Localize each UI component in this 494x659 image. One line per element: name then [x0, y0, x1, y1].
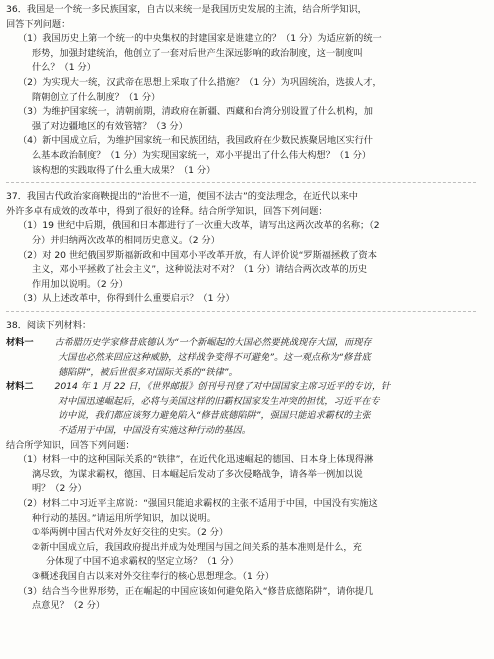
q36-subquestion: （3）为维护国家统一，清朝前期，清政府在新疆、西藏和台湾分别设置了什么机构，加	[18, 106, 373, 118]
q38-intro: 38．阅读下列材料：	[6, 319, 92, 331]
q38-subquestion: 点意见？（2 分）	[32, 600, 106, 612]
material-1	[6, 336, 484, 351]
q38-stem: 结合所学知识，回答下列问题：	[6, 439, 135, 451]
q36-subquestion: 么基本政治制度？（1 分）为实现国家统一，邓小平提出了什么伟大构想？（1 分）	[32, 149, 372, 161]
q36-subquestion: （1）我国历史上第一个统一的中央集权的封建国家是谁建立的？（1 分）为适应新的统一	[18, 33, 382, 45]
q38-subquestion: （2）材料二中习近平主席说：“强国只能追求霸权的主张不适用于中国，中国没有实施这	[18, 498, 378, 509]
q36-subquestion: 隋朝创立了什么制度？（1 分）	[32, 91, 161, 103]
q37-subquestion: 分）并归纳两次改革的相同历史意义。（2 分）	[32, 234, 220, 246]
q36-subquestion: （4）新中国成立后，为维护国家统一和民族团结，我国政府在少数民族聚居地区实行什	[18, 135, 373, 147]
q37-subquestion: （1）19 世纪中后期，俄国和日本都进行了一次重大改革，请写出这两次改革的名称；（2	[18, 220, 380, 232]
question-38	[6, 319, 484, 614]
q38-subquestion: （1）材料一中的这种国际关系的“铁律”，在近代化迅速崛起的德国、日本身上体现得淋	[18, 454, 374, 466]
q38-subquestion: ①举两例中国古代对外友好交往的史实。（2 分）	[32, 527, 229, 539]
material-2-label: 材料二	[6, 381, 34, 393]
material-1-text: 大国也必然来回应这种威胁，这样战争变得不可避免”。这一观点称为“修昔底	[58, 352, 371, 364]
q36-subquestion: 什么？（1 分）	[32, 62, 96, 74]
q37-subquestion: （2）对 20 世纪俄国罗斯福新政和中国邓小平改革开放，有人评价说“罗斯福拯救了资本	[18, 249, 377, 261]
section-divider	[6, 311, 476, 313]
material-2-text: 2014 年 1 月 22 日，《世界邮报》创刊号刊登了对中国国家主席习近平的专访，针	[54, 381, 391, 393]
q36-stem: 36．我国是一个统一多民族国家，自古以来统一是我国历史发展的主流，结合所学知识，	[6, 4, 367, 15]
material-2	[6, 380, 484, 395]
q36-subquestion: 形势，加强封建统治，他创立了一套对后世产生深远影响的政治制度，这一制度叫	[32, 47, 363, 59]
q38-subquestion: ③概述我国自古以来对外交往奉行的核心思想理念。（1 分）	[32, 570, 275, 582]
question-37	[6, 190, 484, 307]
q37-subquestion: （3）从上述改革中，你得到什么重要启示？（1 分）	[18, 293, 235, 305]
q38-subquestion: 漓尽致，为谋求霸权，德国、日本崛起后发动了多次侵略战争，请各举一例加以说	[32, 468, 363, 480]
q36-subquestion: 该构想的实践取得了什么重大成果？（1 分）	[32, 164, 216, 176]
q38-subquestion: 分体现了中国不追求霸权的坚定立场？（1 分）	[46, 556, 239, 568]
q37-stem: 外许多卓有成效的改革中，得到了很好的诠释。结合所学知识，回答下列问题：	[6, 205, 328, 217]
material-2-text: 对中国迅速崛起后，必将与美国这样的旧霸权国家发生冲突的担忧，习近平在专	[58, 395, 380, 407]
q38-subquestion: ②新中国成立后，我国政府提出并成为处理国与国之间关系的基本准则是什么，充	[32, 541, 362, 553]
material-2-text: 访中说，我们都应该努力避免陷入“修昔底德陷阱”，强国只能追求霸权的主张	[58, 410, 371, 422]
q38-subquestion: 明？（2 分）	[32, 483, 87, 495]
section-divider	[6, 182, 476, 184]
q37-subquestion: 作用加以说明。（2 分）	[32, 278, 129, 290]
material-2-text: 不适用于中国，中国没有实施这种行动的基因。	[58, 425, 251, 437]
question-36	[6, 3, 484, 178]
material-1-text: 古希腊历史学家修昔底德认为“一个新崛起的大国必然要挑战现存大国，而现存	[54, 337, 372, 349]
q38-subquestion: 种行动的基因。”请运用所学知识，加以说明。	[32, 512, 216, 524]
q36-subquestion: （2）为实现大一统，汉武帝在思想上采取了什么措施？（1 分）为巩固统治，选拔人才，	[18, 76, 382, 88]
q37-stem: 37．我国古代政治家商鞅提出的“治世不一道，便国不法古”的变法理念，在近代以来中	[6, 191, 358, 203]
q36-stem: 回答下列问题：	[6, 18, 71, 30]
q37-subquestion: 主义，邓小平拯救了社会主义”，这种说法对不对？（1 分）请结合两次改革的历史	[32, 264, 368, 276]
q36-subquestion: 强了对边疆地区的有效管辖？（3 分）	[32, 120, 188, 132]
material-1-label: 材料一	[6, 337, 34, 349]
q38-subquestion: （3）结合当今世界形势，正在崛起的中国应该如何避免陷入“修昔底德陷阱”，请你提几	[18, 585, 374, 597]
material-1-text: 德陷阱”，被后世很多对国际关系的“铁律”。	[58, 366, 238, 378]
